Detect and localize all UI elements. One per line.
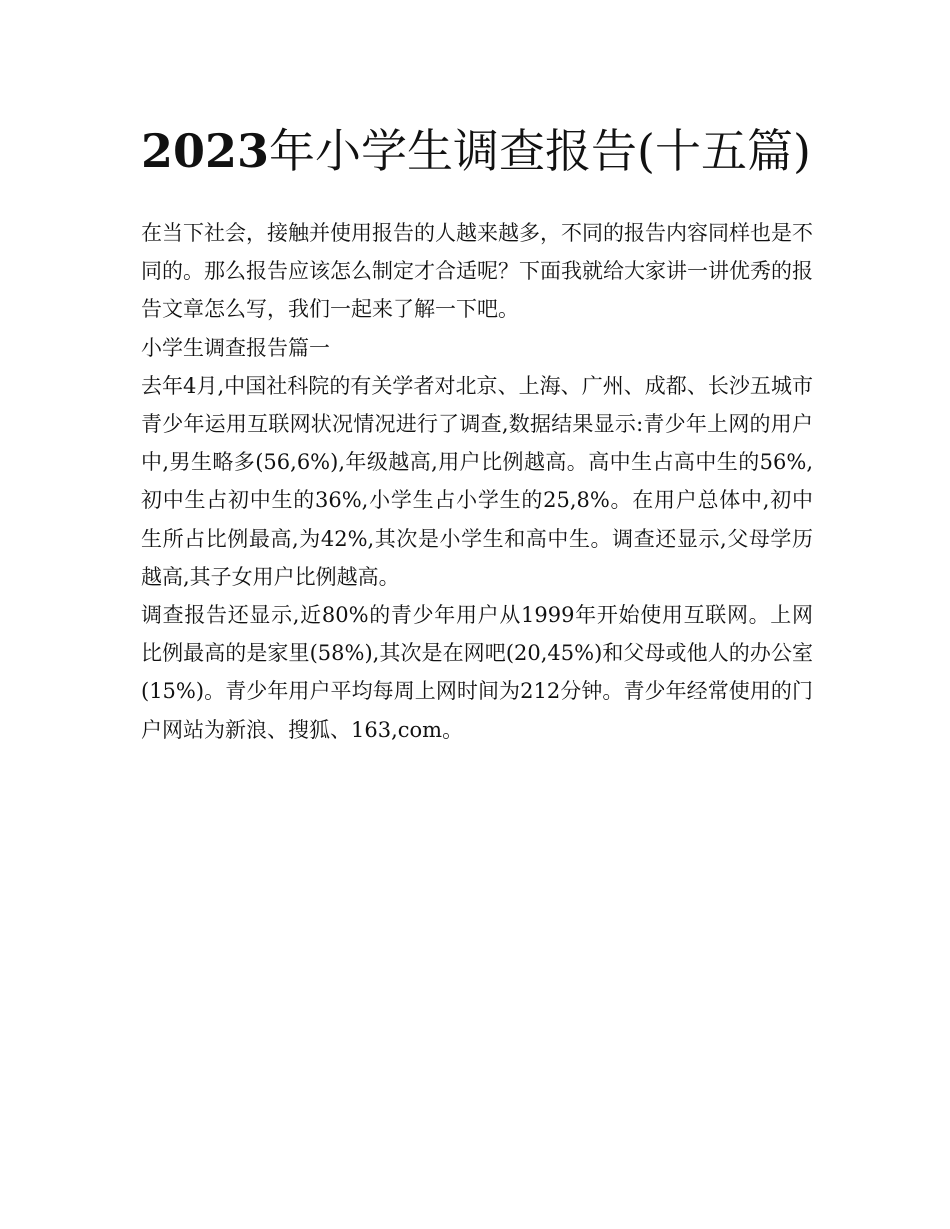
section-heading: 小学生调查报告篇一 [141,335,330,360]
body-paragraph: 调查报告还显示,近80%的青少年用户从1999年开始使用互联网。上网比例最高的是家里(58%),其次是在网吧(20,45%)和父母或他人的办公室(15%)。青少年用户平均每周上网时间为212分钟。青少年经常使用的门户网站为新浪、搜狐、163,com。 [141,603,813,742]
document-title [141,112,813,190]
body-paragraph: 去年4月,中国社科院的有关学者对北京、上海、广州、成都、长沙五城市青少年运用互联网状况情况进行了调查,数据结果显示:青少年上网的用户中,男生略多(56,6%),年级越高,用户比例越高。高中生占高中生的56%,初中生占初中生的36%,小学生占小学生的25,8%。在用户总体中,初中生所占比例最高,为42%,其次是小学生和高中生。调查还显示,父母学历越高,其子女用户比例越高。 [141,373,813,589]
document-body [141,112,813,749]
title-year: 2023 [141,124,270,178]
intro-paragraph: 在当下社会，接触并使用报告的人越来越多，不同的报告内容同样也是不同的。那么报告应该怎么制定才合适呢？下面我就给大家讲一讲优秀的报告文章怎么写，我们一起来了解一下吧。 [141,221,813,322]
title-text: 年小学生调查报告(十五篇) [269,124,811,178]
